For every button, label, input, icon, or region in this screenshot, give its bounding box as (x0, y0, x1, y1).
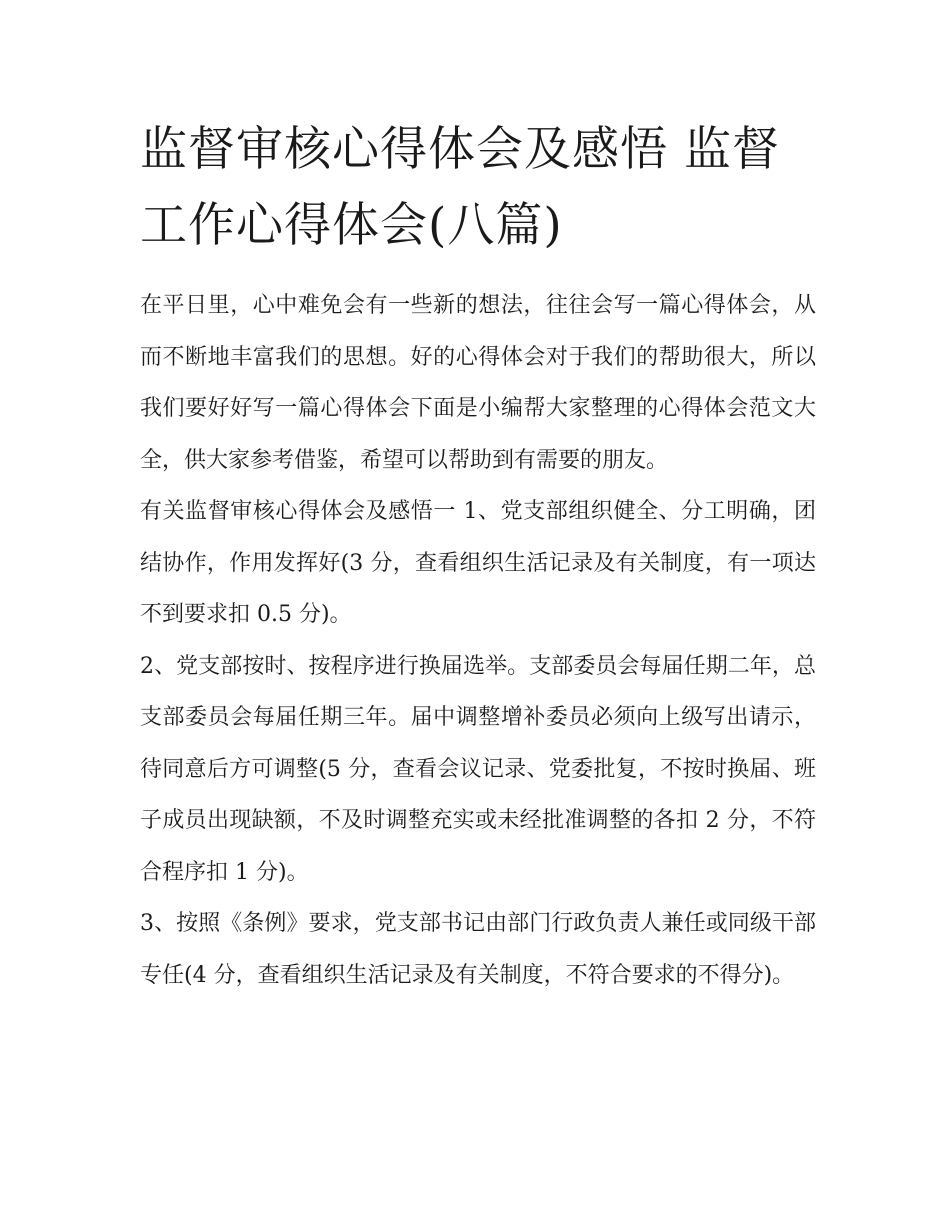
paragraph-intro: 在平日里，心中难免会有一些新的想法，往往会写一篇心得体会，从而不断地丰富我们的思想。好的心得体会对于我们的帮助很大，所以我们要好好写一篇心得体会下面是小编帮大家整理的心得体会范文大全，供大家参考借鉴，希望可以帮助到有需要的朋友。 (140, 293, 816, 473)
document-title: 监督审核心得体会及感悟 监督工作心得体会(八篇) (140, 122, 780, 253)
paragraph-item-3: 3、按照《条例》要求，党支部书记由部门行政负责人兼任或同级干部专任(4 分，查看组织生活记录及有关制度，不符合要求的不得分)。 (140, 911, 816, 988)
paragraph-item-2: 2、党支部按时、按程序进行换届选举。支部委员会每届任期二年，总支部委员会每届任期三年。届中调整增补委员必须向上级写出请示，待同意后方可调整(5 分，查看会议记录、党委批复，不按时换届、班子成员出现缺额，不及时调整充实或未经批准调整的各扣 2 分，不符合程序扣 1 分)。 (140, 653, 816, 885)
document-page (140, 112, 816, 1001)
paragraph-item-1: 有关监督审核心得体会及感悟一 1、党支部组织健全、分工明确，团结协作，作用发挥好(3 分，查看组织生活记录及有关制度，有一项达不到要求扣 0.5 分)。 (140, 499, 816, 627)
document-body (140, 280, 816, 1001)
